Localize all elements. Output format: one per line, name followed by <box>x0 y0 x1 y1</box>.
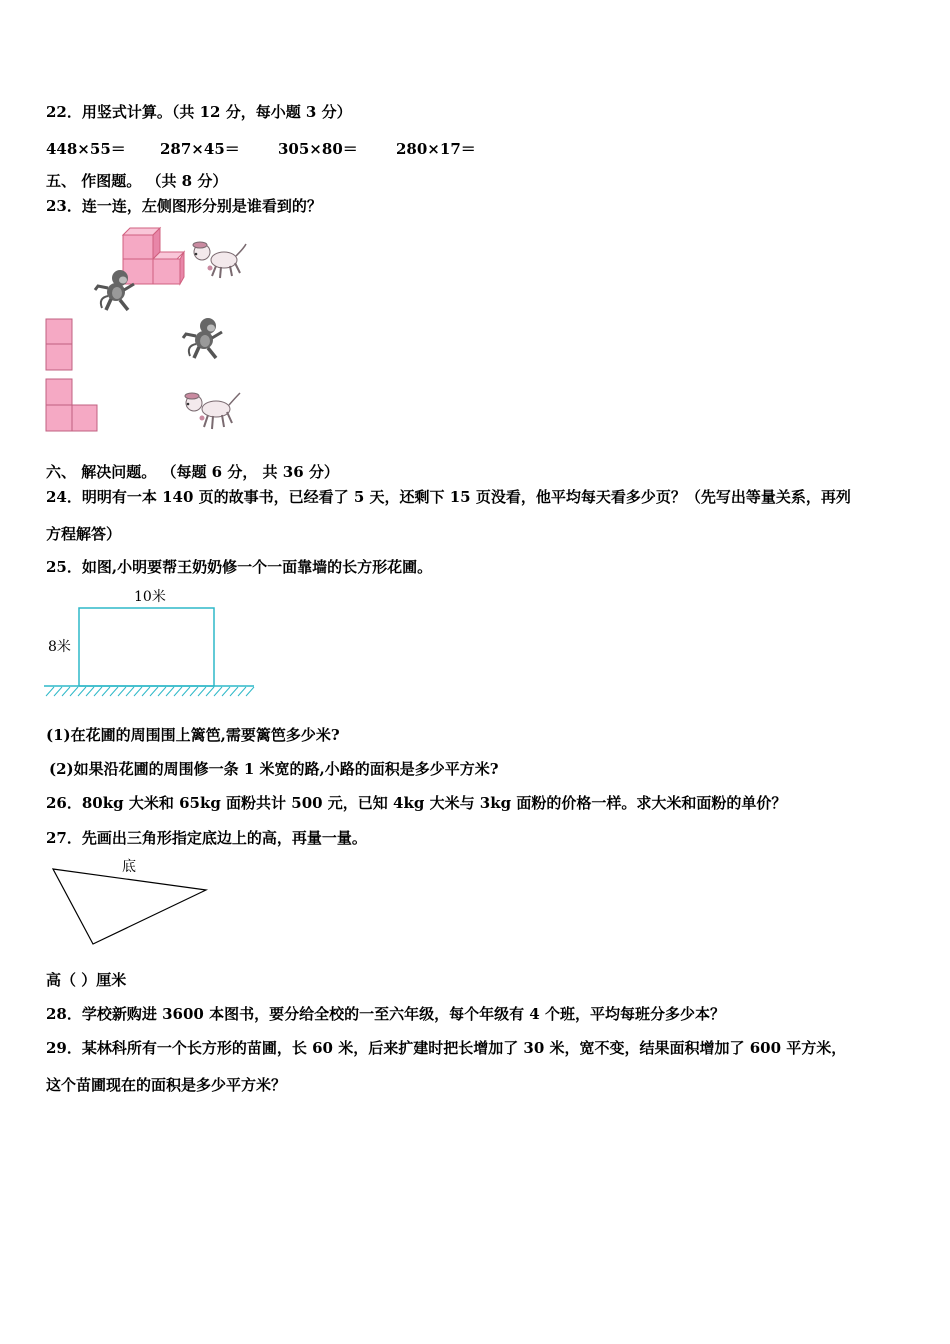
q25-title: 25．如图,小明要帮王奶奶修一个一面靠墙的长方形花圃。 <box>46 558 433 576</box>
q29-line-1: 29．某林科所有一个长方形的苗圃，长 60 米，后来扩建时把长增加了 30 米，宽不变，结果面积增加了 600 平方米， <box>46 1039 847 1057</box>
dog-icon <box>188 238 248 282</box>
calc-item-1: 448×55＝ <box>46 140 126 158</box>
dog-icon-option <box>180 387 242 433</box>
q29-line-2: 这个苗圃现在的面积是多少平方米？ <box>46 1076 287 1094</box>
q26-title: 26．80kg 大米和 65kg 面粉共计 500 元，已知 4kg 大米与 3kg 面粉的价格一样。求大米和面粉的单价？ <box>46 794 787 812</box>
calc-item-2: 287×45＝ <box>160 140 240 158</box>
q28-title: 28．学校新购进 3600 本图书，要分给全校的一至六年级，每个年级有 4 个班，平均每班分多少本？ <box>46 1005 725 1023</box>
triangle-base-label: 底 <box>122 859 136 875</box>
garden-length-label: 10米 <box>134 589 166 605</box>
garden-diagram <box>44 606 256 702</box>
calc-item-4: 280×17＝ <box>396 140 476 158</box>
triangle-figure <box>50 866 210 948</box>
garden-width-label: 8米 <box>48 639 71 655</box>
q25-sub-2: (2)如果沿花圃的周围修一条 1 米宽的路,小路的面积是多少平方米? <box>49 760 499 778</box>
q25-sub-1: (1)在花圃的周围围上篱笆,需要篱笆多少米? <box>46 726 340 744</box>
q23-title: 23．连一连，左侧图形分别是谁看到的？ <box>46 197 322 215</box>
q22-title: 22．用竖式计算。（共 12 分，每小题 3 分） <box>46 103 352 121</box>
section-5-title: 五、 作图题。 （共 8 分） <box>46 172 228 190</box>
monkey-icon-option <box>180 316 228 362</box>
q27-title: 27．先画出三角形指定底边上的高，再量一量。 <box>46 829 367 847</box>
calc-item-3: 305×80＝ <box>278 140 358 158</box>
front-view-figure <box>45 318 75 372</box>
q24-line-1: 24．明明有一本 140 页的故事书，已经看了 5 天，还剩下 15 页没看，他平均每天看多少页？（先写出等量关系，再列 <box>46 488 851 506</box>
side-view-figure <box>45 378 101 434</box>
q27-answer: 高（ ）厘米 <box>46 971 127 989</box>
monkey-icon <box>92 268 140 314</box>
q24-line-2: 方程解答） <box>46 525 122 543</box>
section-6-title: 六、 解决问题。 （每题 6 分， 共 36 分） <box>46 463 339 481</box>
